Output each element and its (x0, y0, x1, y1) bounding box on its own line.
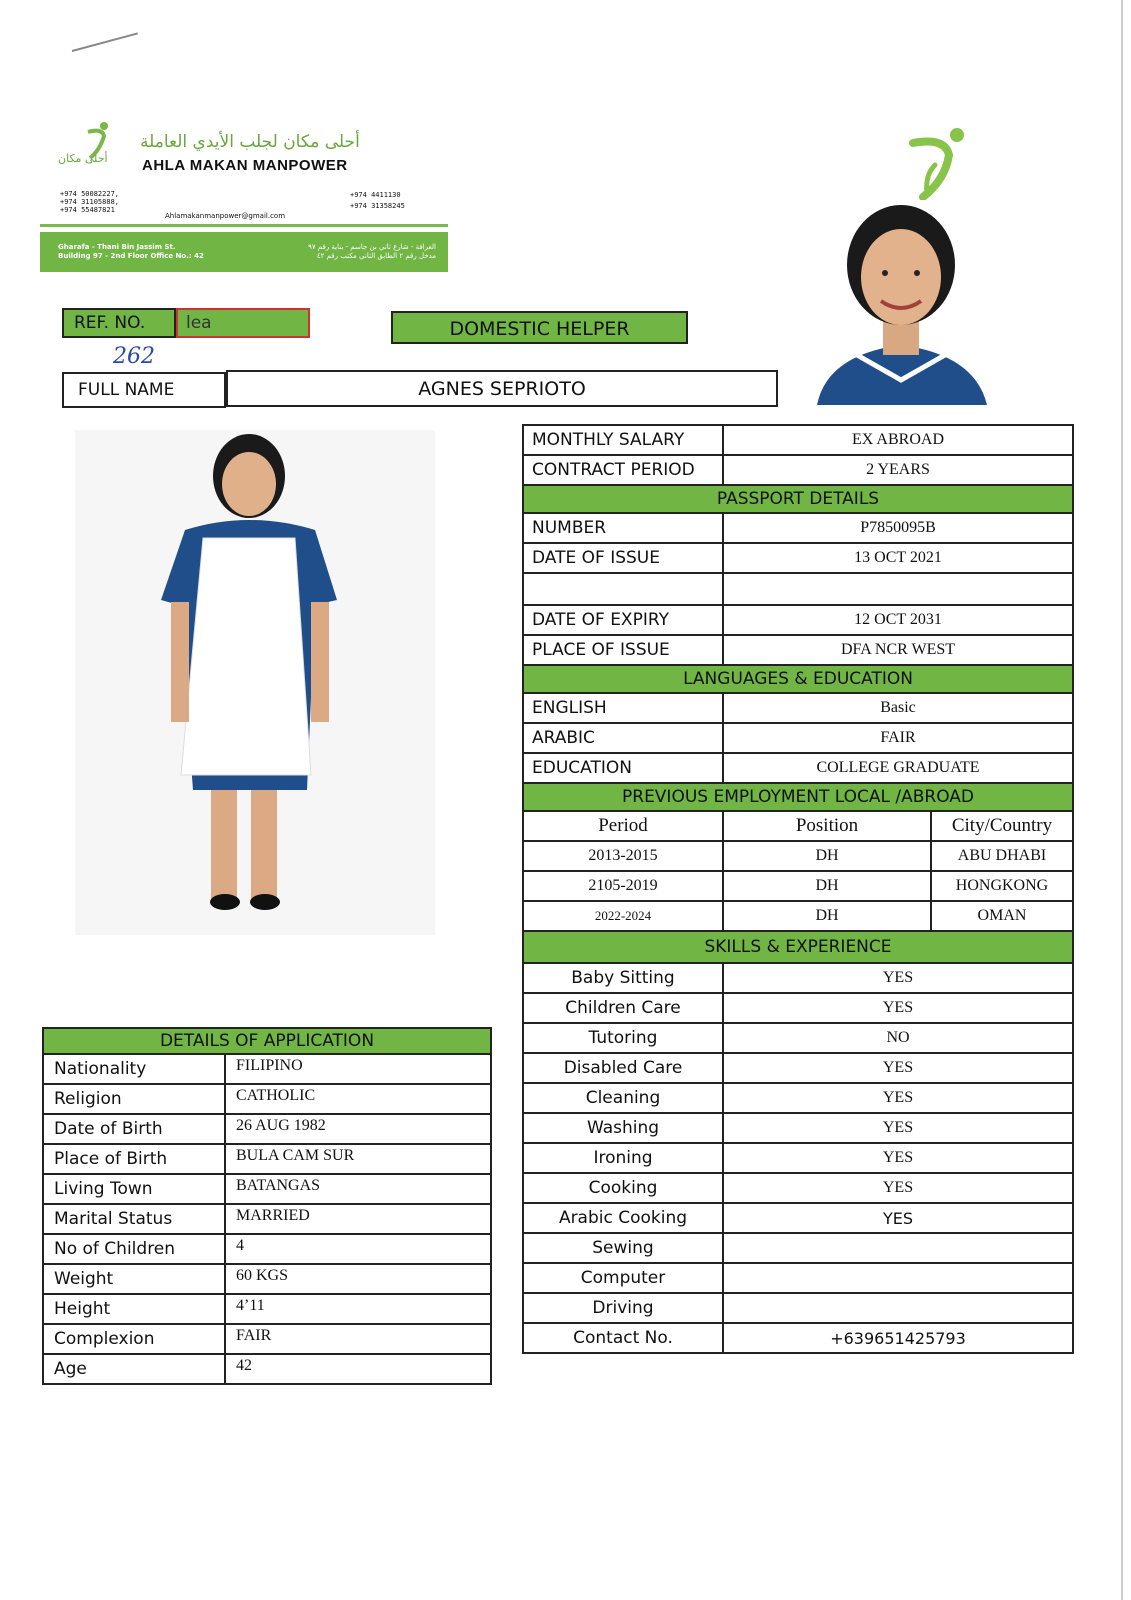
role-title: DOMESTIC HELPER (391, 311, 688, 344)
skill-label: Computer (523, 1263, 723, 1293)
table-row (43, 1294, 491, 1324)
table-row (523, 513, 1073, 543)
marital-status-label: Marital Status (43, 1204, 225, 1234)
table-row (523, 993, 1073, 1023)
skill-label: Disabled Care (523, 1053, 723, 1083)
table-row (43, 1114, 491, 1144)
city-cell: HONGKONG (931, 871, 1073, 901)
pob-label: Place of Birth (43, 1144, 225, 1174)
table-row (523, 1143, 1073, 1173)
table-row (523, 1083, 1073, 1113)
skill-value: YES (723, 993, 1073, 1023)
position-cell: DH (723, 901, 931, 931)
table-row (43, 1264, 491, 1294)
complexion-value: FAIR (225, 1324, 491, 1354)
religion-label: Religion (43, 1084, 225, 1114)
place-of-issue-value: DFA NCR WEST (723, 635, 1073, 665)
ref-value: lea (176, 308, 310, 338)
living-town-value: BATANGAS (225, 1174, 491, 1204)
weight-value: 60 KGS (225, 1264, 491, 1294)
table-row (43, 1234, 491, 1264)
salary-label: MONTHLY SALARY (523, 425, 723, 455)
skill-label: Arabic Cooking (523, 1203, 723, 1233)
skill-value: YES (723, 1143, 1073, 1173)
skill-value (723, 1263, 1073, 1293)
passport-number-value: P7850095B (723, 513, 1073, 543)
height-label: Height (43, 1294, 225, 1324)
details-of-application-table (42, 1027, 492, 1385)
blank-cell (523, 573, 723, 605)
period-cell: 2105-2019 (523, 871, 723, 901)
table-row (523, 723, 1073, 753)
table-row (523, 1263, 1073, 1293)
ref-handwritten-number: 262 (113, 344, 155, 369)
logo-small-text: أحلى مكان (58, 152, 108, 165)
table-row (523, 841, 1073, 871)
period-header: Period (523, 811, 723, 841)
table-row (523, 693, 1073, 723)
issue-date-label: DATE OF ISSUE (523, 543, 723, 573)
table-row (523, 811, 1073, 841)
table-row (523, 1023, 1073, 1053)
pob-value: BULA CAM SUR (225, 1144, 491, 1174)
scan-edge (1121, 0, 1123, 1600)
address-arabic: الغرافة - شارع ثاني بن جاسم - بناية رقم ٩٧ مدخل رقم ٢ الطابق الثاني مكتب رقم ٤٢ (308, 243, 436, 260)
blank-cell (723, 573, 1073, 605)
skill-label: Cleaning (523, 1083, 723, 1113)
expiry-date-value: 12 OCT 2031 (723, 605, 1073, 635)
nationality-label: Nationality (43, 1054, 225, 1084)
children-value: 4 (225, 1234, 491, 1264)
skill-value: YES (723, 963, 1073, 993)
company-header (40, 112, 448, 272)
education-value: COLLEGE GRADUATE (723, 753, 1073, 783)
skill-value: YES (723, 1173, 1073, 1203)
table-row (523, 1053, 1073, 1083)
skill-label: Ironing (523, 1143, 723, 1173)
address-english: Gharafa - Thani Bin Jassim St. Building 97 - 2nd Floor Office No.: 42 (58, 243, 204, 260)
arabic-value: FAIR (723, 723, 1073, 753)
arabic-label: ARABIC (523, 723, 723, 753)
table-row (43, 1174, 491, 1204)
table-row (523, 455, 1073, 485)
skill-value: YES (723, 1203, 1073, 1233)
table-row (523, 1173, 1073, 1203)
address-bar (40, 232, 448, 272)
employment-title: PREVIOUS EMPLOYMENT LOCAL /ABROAD (523, 783, 1073, 811)
religion-value: CATHOLIC (225, 1084, 491, 1114)
passport-title: PASSPORT DETAILS (523, 485, 1073, 513)
position-header: Position (723, 811, 931, 841)
skill-value: NO (723, 1023, 1073, 1053)
table-row (523, 605, 1073, 635)
dob-label: Date of Birth (43, 1114, 225, 1144)
weight-label: Weight (43, 1264, 225, 1294)
languages-title: LANGUAGES & EDUCATION (523, 665, 1073, 693)
details-title: DETAILS OF APPLICATION (43, 1028, 491, 1054)
table-row (523, 573, 1073, 605)
table-row (43, 1084, 491, 1114)
skill-label: Baby Sitting (523, 963, 723, 993)
skill-label: Sewing (523, 1233, 723, 1263)
contact-label: Contact No. (523, 1323, 723, 1353)
skill-label: Driving (523, 1293, 723, 1323)
pen-mark (72, 32, 138, 52)
children-label: No of Children (43, 1234, 225, 1264)
passport-number-label: NUMBER (523, 513, 723, 543)
city-cell: OMAN (931, 901, 1073, 931)
age-label: Age (43, 1354, 225, 1384)
company-email: Ahlamakanmanpower@gmail.com (165, 212, 286, 220)
contact-value: +639651425793 (723, 1323, 1073, 1353)
position-cell: DH (723, 841, 931, 871)
table-row (523, 1113, 1073, 1143)
skill-value: YES (723, 1113, 1073, 1143)
height-value: 4’11 (225, 1294, 491, 1324)
city-cell: ABU DHABI (931, 841, 1073, 871)
contract-label: CONTRACT PERIOD (523, 455, 723, 485)
table-row (523, 901, 1073, 931)
education-label: EDUCATION (523, 753, 723, 783)
expiry-date-label: DATE OF EXPIRY (523, 605, 723, 635)
issue-date-value: 13 OCT 2021 (723, 543, 1073, 573)
skill-label: Children Care (523, 993, 723, 1023)
marital-status-value: MARRIED (225, 1204, 491, 1234)
period-cell: 2022-2024 (523, 901, 723, 931)
brand-logo-icon (905, 125, 975, 200)
age-value: 42 (225, 1354, 491, 1384)
skill-value (723, 1293, 1073, 1323)
table-row (523, 1323, 1073, 1353)
salary-value: EX ABROAD (723, 425, 1073, 455)
header-divider (40, 224, 448, 227)
complexion-label: Complexion (43, 1324, 225, 1354)
skill-value: YES (723, 1083, 1073, 1113)
table-row (43, 1354, 491, 1384)
table-row (43, 1144, 491, 1174)
position-cell: DH (723, 871, 931, 901)
skill-value (723, 1233, 1073, 1263)
dob-value: 26 AUG 1982 (225, 1114, 491, 1144)
table-row (523, 425, 1073, 455)
table-row (523, 543, 1073, 573)
table-row (523, 1203, 1073, 1233)
phones-left: +974 50082227, +974 31105888, +974 55487821 (60, 190, 120, 214)
phones-right: +974 4411130 +974 31358245 (350, 191, 405, 210)
table-row (523, 635, 1073, 665)
skill-value: YES (723, 1053, 1073, 1083)
portrait-photo (797, 205, 1005, 405)
skill-label: Cooking (523, 1173, 723, 1203)
company-name: AHLA MAKAN MANPOWER (142, 157, 348, 174)
table-row (523, 1293, 1073, 1323)
table-row (523, 1233, 1073, 1263)
table-row (523, 871, 1073, 901)
place-of-issue-label: PLACE OF ISSUE (523, 635, 723, 665)
ref-label: REF. NO. (62, 308, 176, 338)
table-row (523, 753, 1073, 783)
english-value: Basic (723, 693, 1073, 723)
period-cell: 2013-2015 (523, 841, 723, 871)
contract-value: 2 YEARS (723, 455, 1073, 485)
nationality-value: FILIPINO (225, 1054, 491, 1084)
skill-label: Tutoring (523, 1023, 723, 1053)
living-town-label: Living Town (43, 1174, 225, 1204)
full-body-photo (75, 430, 435, 935)
candidate-info-table (522, 424, 1074, 1354)
company-arabic-name: أحلى مكان لجلب الأيدي العاملة (140, 132, 360, 152)
table-row (523, 963, 1073, 993)
skill-label: Washing (523, 1113, 723, 1143)
table-row (43, 1324, 491, 1354)
city-country-header: City/Country (931, 811, 1073, 841)
full-name-label: FULL NAME (62, 372, 226, 408)
table-row (43, 1054, 491, 1084)
table-row (43, 1204, 491, 1234)
english-label: ENGLISH (523, 693, 723, 723)
skills-title: SKILLS & EXPERIENCE (523, 931, 1073, 963)
full-name-value: AGNES SEPRIOTO (226, 370, 778, 407)
